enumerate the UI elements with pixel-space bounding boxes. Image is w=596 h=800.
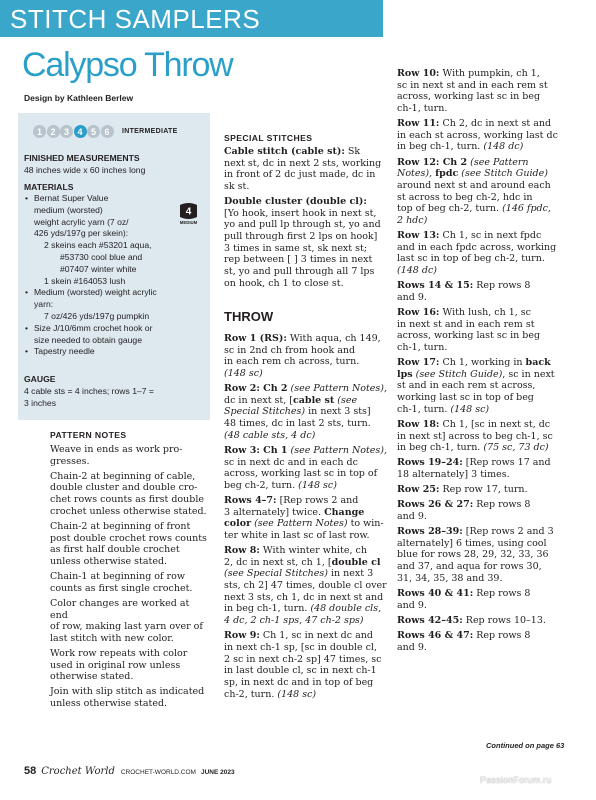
materials-line: medium (worsted): [34, 204, 103, 215]
materials-line: #53730 cool blue and: [60, 251, 143, 262]
row-instruction: Row 1 (RS): With aqua, ch 149, sc in 2nd ch from hook and in each rem ch across, turn. (148 sc): [224, 333, 381, 379]
row-instruction: Row 25: Rep row 17, turn.: [397, 484, 528, 496]
materials-line: • Medium (worsted) weight acrylic: [24, 287, 204, 299]
magazine-name: Crochet World: [41, 766, 115, 777]
row-instruction: Row 2: Ch 2 (see Pattern Notes), dc in next st, [cable st (see Special Stitches) in next 3 sts] 48 times, dc in last 2 sts, turn. (48 cable sts, 4 dc): [224, 383, 388, 441]
row-instruction: Rows 42–45: Rep rows 10–13.: [397, 614, 546, 626]
special-stitches-heading: SPECIAL STITCHES: [224, 133, 313, 143]
materials-line: • Bernat Super Value: [24, 193, 204, 205]
row-instruction: Rows 26 & 27: Rep rows 8 and 9.: [397, 499, 531, 522]
pattern-title: Calypso Throw: [22, 46, 233, 84]
pattern-notes-body: [50, 444, 210, 713]
skill-dot-6: 6: [101, 125, 114, 138]
materials-line: size needed to obtain gauge: [34, 334, 142, 345]
magazine-site: CROCHET-WORLD.COM: [120, 769, 196, 776]
skill-dot-3: 3: [60, 125, 73, 138]
row-instruction: Rows 40 & 41: Rep rows 8 and 9.: [397, 587, 531, 611]
section-banner-text: STITCH SAMPLERS: [10, 4, 261, 34]
materials-line: 2 skeins each #53201 aqua,: [44, 240, 152, 251]
note-paragraph: Color changes are worked at end of row, making last yarn over of last stitch with new color.: [50, 597, 203, 644]
row-instruction: Row 10: With pumpkin, ch 1, sc in next st and in each rem st across, working last sc in beg ch-1, turn.: [397, 68, 548, 114]
throw-instructions-col2: [224, 333, 394, 704]
materials-line: • Tapestry needle: [24, 346, 204, 358]
note-paragraph: Chain-2 at beginning of cable, double cluster and double cro- chet rows counts as first double crochet unless otherwise stated.: [50, 470, 207, 517]
row-instruction: Rows 14 & 15: Rep rows 8 and 9.: [397, 280, 531, 303]
pattern-notes-heading: PATTERN NOTES: [50, 430, 127, 440]
note-paragraph: Chain-2 at beginning of front post double crochet rows counts as first half double crochet unless otherwise stated.: [50, 520, 207, 567]
materials-line: 426 yds/197g per skein):: [34, 228, 129, 239]
row-instruction: Rows 46 & 47: Rep rows 8 and 9.: [397, 629, 531, 653]
designer-byline: Design by Kathleen Berlew: [24, 93, 134, 103]
issue-date: JUNE 2023: [200, 769, 235, 776]
row-instruction: Rows 19–24: [Rep rows 17 and 18 alternately] 3 times.: [397, 457, 551, 480]
special-stitch-double-cluster: Double cluster (double cl): [Yo hook, insert hook in next st, yo and pull lp through st, yo and pull through first 2 lps on hook] 3 times in same st, sk next st; rep between [ ] 3 times in next st, yo and pull through all 7 lps on hook, ch 1 to close st.: [224, 196, 381, 289]
skill-dot-4: 4: [74, 125, 87, 138]
special-stitches-body: [224, 146, 392, 293]
row-instruction: Rows 4–7: [Rep rows 2 and 3 alternately] twice. Change color (see Pattern Notes) to win- ter white in last sc of last row.: [224, 495, 384, 541]
row-instruction: Row 17: Ch 1, working in back lps (see Stitch Guide), sc in next st and in each rem st across, working last sc in top of beg ch-1, turn. (148 sc): [397, 357, 555, 415]
materials-line: 1 skein #164053 lush: [44, 275, 126, 286]
skill-dot-2: 2: [47, 125, 60, 138]
finished-measurements-text: 48 inches wide x 60 inches long: [24, 165, 146, 175]
special-stitch-cable: Cable stitch (cable st): Sk next st, dc in next 2 sts, working in front of 2 dc just made, dc in sk st.: [224, 146, 382, 192]
materials-line: • Size J/10/6mm crochet hook or: [24, 323, 204, 335]
yarn-weight-number: 4: [185, 206, 192, 218]
finished-measurements-heading: FINISHED MEASUREMENTS: [24, 153, 140, 163]
row-instruction: Row 12: Ch 2 (see Pattern Notes), fpdc (see Stitch Guide) around next st and around each st across to beg ch-2, hdc in top of beg ch-2, turn. (146 fpdc, 2 hdc): [397, 156, 551, 226]
row-instruction: Row 11: Ch 2, dc in next st and in each st across, working last dc in beg ch-1, turn. (148 dc): [397, 118, 558, 153]
row-instruction: Row 18: Ch 1, [sc in next st, dc in next st] across to beg ch-1, sc in beg ch-1, turn. (75 sc, 73 dc): [397, 418, 553, 454]
throw-heading: THROW: [224, 309, 274, 324]
watermark: PassionForum.ru: [480, 775, 552, 785]
skill-dot-1: 1: [33, 125, 46, 138]
note-paragraph: Join with slip stitch as indicated unless otherwise stated.: [50, 686, 205, 710]
materials-line: 7 oz/426 yds/197g pumpkin: [44, 310, 150, 321]
materials-line: yarn:: [34, 299, 54, 310]
row-instruction: Row 8: With winter white, ch 2, dc in next st, ch 1, [double cl (see Special Stitches) in next 3 sts, ch 2] 47 times, double cl over next 3 sts, ch 1, dc in next st and in beg ch-1, turn. (48 double cls, 4 dc, 2 ch-1 sps, 47 ch-2 sps): [224, 545, 387, 627]
materials-line: #07407 winter white: [60, 263, 137, 274]
row-instruction: Rows 28–39: [Rep rows 2 and 3 alternately] 6 times, using cool blue for rows 28, 29, 32, 33, 36 and 37, and aqua for rows 30, 31, 34, 35, 38 and 39.: [397, 526, 554, 584]
gauge-heading: GAUGE: [24, 374, 56, 384]
yarn-weight-label: MEDIUM: [179, 220, 198, 225]
gauge-text-1: 4 cable sts = 4 inches; rows 1–7 =: [24, 386, 154, 396]
note-paragraph: Weave in ends as work pro- gresses.: [50, 444, 183, 467]
gauge-text-2: 3 inches: [24, 398, 57, 408]
continued-note: Continued on page 63: [486, 741, 565, 750]
row-instruction: Row 9: Ch 1, sc in next dc and in next ch-1 sp, [sc in double cl, 2 sc in next ch-2 sp] 47 times, sc in last double cl, sc in next ch-1 sp, in next dc and in top of beg ch-2, turn. (148 sc): [224, 630, 382, 700]
materials-list: [24, 193, 204, 358]
note-paragraph: Work row repeats with color used in original row unless otherwise stated.: [50, 648, 188, 683]
section-banner: [0, 0, 383, 37]
row-instruction: Row 3: Ch 1 (see Pattern Notes), sc in next dc and in each dc across, working last sc in top of beg ch-2, turn. (148 sc): [224, 444, 388, 491]
page-number: 58: [24, 765, 37, 777]
skill-level-label: INTERMEDIATE: [122, 128, 178, 135]
row-instruction: Row 13: Ch 1, sc in next fpdc and in each fpdc across, working last sc in top of beg ch-2, turn. (148 dc): [397, 230, 557, 276]
skill-level: [33, 125, 178, 138]
materials-line: weight acrylic yarn (7 oz/: [34, 216, 129, 227]
skill-dot-5: 5: [87, 125, 100, 138]
page-footer: [24, 765, 235, 777]
row-instruction: Row 16: With lush, ch 1, sc in next st and in each rem st across, working last sc in beg ch-1, turn.: [397, 306, 541, 353]
note-paragraph: Chain-1 at beginning of row counts as first single crochet.: [50, 571, 193, 594]
throw-instructions-col3: [397, 68, 587, 657]
materials-heading: MATERIALS: [24, 182, 74, 192]
